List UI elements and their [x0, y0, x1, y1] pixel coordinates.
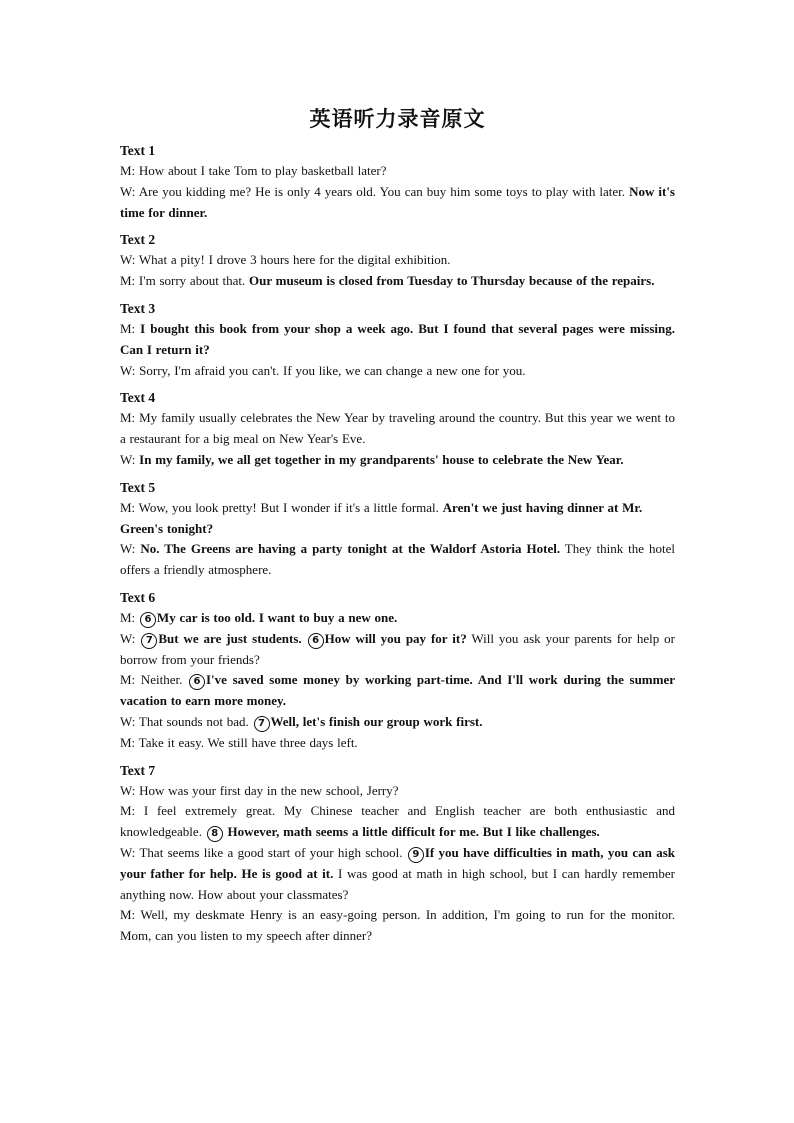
- dialogue-line: [120, 539, 675, 581]
- question-number-marker: 6: [140, 612, 156, 628]
- dialogue-text: M:: [120, 320, 141, 336]
- key-sentence: No. The Greens are having a party tonight at the Waldorf Astoria Hotel.: [140, 541, 561, 557]
- dialogue-line: [120, 801, 675, 843]
- key-sentence: My car is too old. I want to buy a new one.: [156, 609, 398, 625]
- dialogue-text: M:: [120, 609, 139, 625]
- key-sentence: Well, let's finish our group work first.: [270, 713, 483, 729]
- dialogue-text: W:: [120, 630, 141, 646]
- transcript-section: [120, 229, 675, 292]
- dialogue-line: [120, 361, 675, 382]
- dialogue-line: [120, 843, 675, 905]
- section-heading: Text 7: [120, 762, 156, 778]
- key-sentence: I bought this book from your shop a week ago. But I found that several pages were missing. Can I return it?: [120, 320, 675, 357]
- question-number-marker: 6: [308, 633, 324, 649]
- transcript-section: [120, 298, 675, 381]
- transcript-section: [120, 140, 675, 223]
- dialogue-line: [120, 271, 675, 292]
- transcript-section: [120, 387, 675, 470]
- dialogue-text: M: Wow, you look pretty! But I wonder if it's a little formal.: [120, 499, 443, 515]
- key-sentence: Our museum is closed from Tuesday to Thursday because of the repairs.: [249, 273, 655, 289]
- key-sentence: Now it's time for dinner.: [120, 183, 675, 220]
- dialogue-text: W: How was your first day in the new school, Jerry?: [120, 782, 399, 798]
- key-sentence: I've saved some money by working part-time. And I'll work during the summer vacation to earn more money.: [120, 672, 676, 709]
- dialogue-line: [120, 608, 675, 629]
- dialogue-line: [120, 670, 675, 712]
- dialogue-text: I was good at math in high school, but I can hardly remember anything now. How about your classmates?: [120, 865, 675, 902]
- dialogue-text: W: That seems like a good start of your high school.: [120, 844, 407, 860]
- document-page: [120, 0, 675, 947]
- dialogue-text: W: What a pity! I drove 3 hours here for the digital exhibition.: [120, 252, 451, 268]
- dialogue-line: [120, 161, 675, 182]
- dialogue-line: [120, 182, 675, 224]
- dialogue-text: M: Well, my deskmate Henry is an easy-going person. In addition, I'm going to run for the monitor. Mom, can you listen to my speech after dinner?: [120, 907, 675, 944]
- dialogue-text: W: That sounds not bad.: [120, 713, 253, 729]
- dialogue-line: [120, 250, 675, 271]
- dialogue-line: [120, 905, 675, 947]
- transcript-section: [120, 587, 675, 754]
- dialogue-text: They think the hotel offers a friendly atmosphere.: [120, 541, 676, 578]
- page-title: 英语听力录音原文: [309, 107, 486, 131]
- key-sentence: Green's tonight?: [120, 520, 214, 536]
- dialogue-text: M: Neither.: [120, 672, 188, 688]
- dialogue-line: [120, 629, 675, 671]
- question-number-marker: 6: [189, 674, 205, 690]
- key-sentence: However, math seems a little difficult for me. But I like challenges.: [223, 824, 600, 840]
- key-sentence: If you have difficulties in math, you can ask your father for help. He is good at it.: [120, 844, 675, 881]
- dialogue-text: M: I feel extremely great. My Chinese teacher and English teacher are both enthusiastic and knowledgeable.: [120, 803, 675, 840]
- section-heading: Text 3: [120, 300, 156, 316]
- question-number-marker: 7: [141, 633, 157, 649]
- dialogue-text: M: I'm sorry about that.: [120, 273, 250, 289]
- transcript-section: [120, 760, 675, 947]
- dialogue-text: Will you ask your parents for help or borrow from your friends?: [120, 630, 676, 667]
- dialogue-line: [120, 319, 675, 361]
- dialogue-text: [302, 631, 307, 646]
- dialogue-line: [120, 712, 675, 733]
- section-heading: Text 1: [120, 143, 156, 158]
- transcript-section: [120, 477, 675, 581]
- question-number-marker: 9: [408, 847, 424, 863]
- section-heading: Text 2: [120, 232, 156, 248]
- dialogue-text: W:: [120, 451, 140, 467]
- dialogue-text: M: How about I take Tom to play basketball later?: [120, 163, 387, 178]
- section-heading: Text 4: [120, 390, 156, 406]
- key-sentence: Aren't we just having dinner at Mr.: [442, 499, 643, 515]
- dialogue-text: M: My family usually celebrates the New Year by traveling around the country. But this year we went to a restaurant for a big meal on New Year's Eve.: [120, 410, 675, 447]
- dialogue-text: W: Sorry, I'm afraid you can't. If you like, we can change a new one for you.: [120, 362, 526, 378]
- dialogue-line: [120, 519, 675, 540]
- dialogue-text: M: Take it easy. We still have three days left.: [120, 734, 358, 750]
- dialogue-text: W:: [120, 541, 141, 557]
- section-heading: Text 5: [120, 479, 156, 495]
- transcript-body: [120, 140, 675, 947]
- key-sentence: But we are just students.: [158, 630, 302, 646]
- dialogue-line: [120, 498, 675, 519]
- section-heading: Text 6: [120, 589, 156, 605]
- question-number-marker: 7: [254, 716, 270, 732]
- dialogue-text: W: Are you kidding me? He is only 4 years old. You can buy him some toys to play with later.: [120, 183, 630, 199]
- dialogue-line: [120, 450, 675, 471]
- dialogue-line: [120, 733, 675, 754]
- dialogue-line: [120, 408, 675, 450]
- key-sentence: In my family, we all get together in my grandparents' house to celebrate the New Year.: [139, 451, 624, 467]
- dialogue-line: [120, 781, 675, 802]
- question-number-marker: 8: [207, 826, 223, 842]
- key-sentence: How will you pay for it?: [324, 630, 467, 646]
